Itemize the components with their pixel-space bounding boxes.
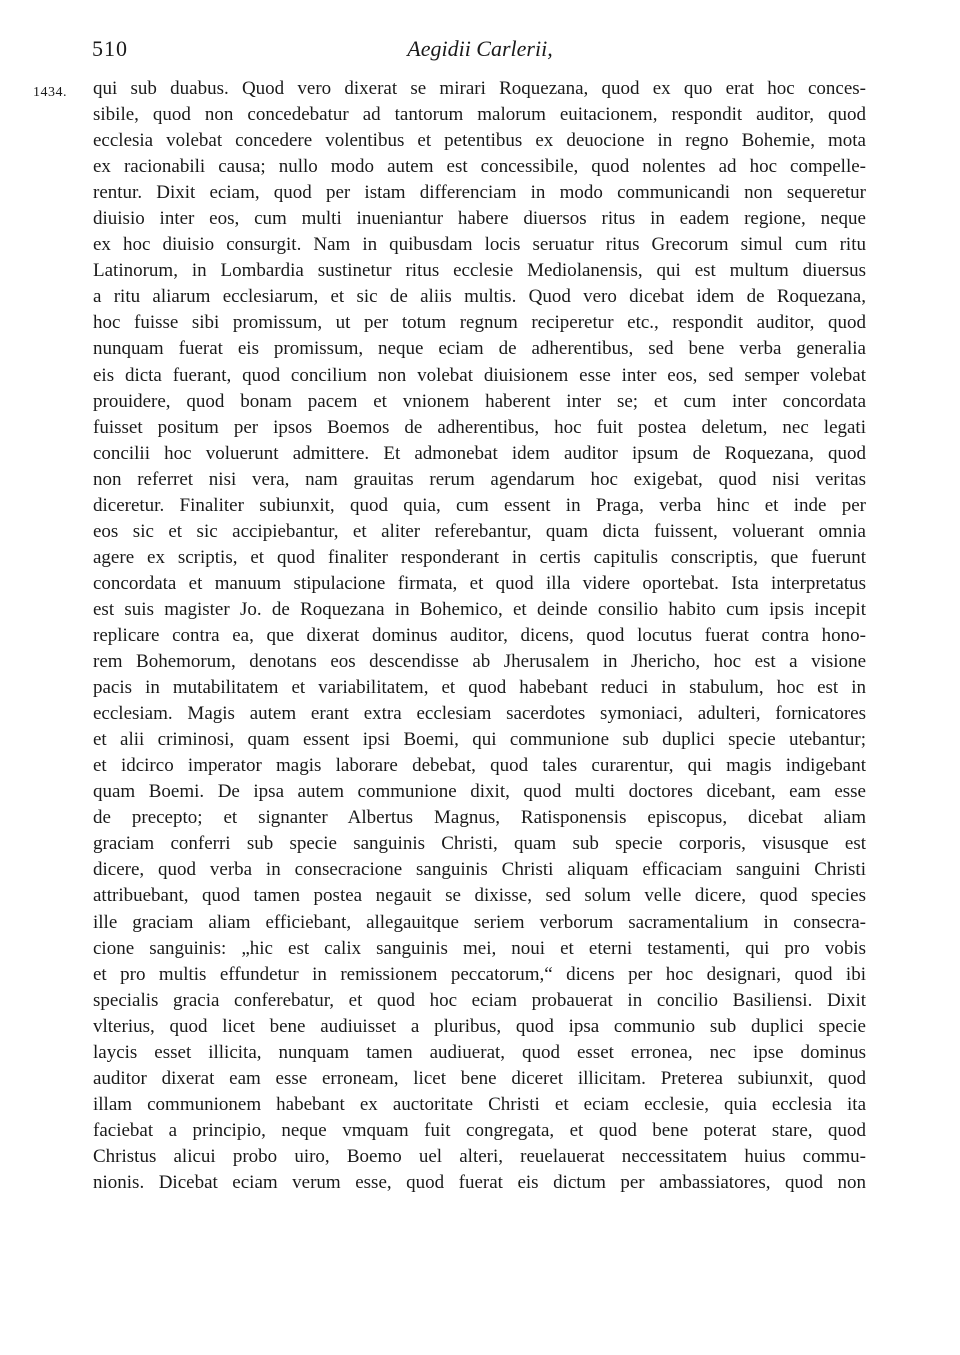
- text-line: vlterius, quod licet bene audiuisset a pluribus, quod ipsa communio sub duplici specie: [93, 1015, 866, 1037]
- text-line: concilii hoc voluerunt admittere. Et admonebat idem auditor ipsum de Roquezana, quod: [93, 442, 866, 464]
- text-line: replicare contra ea, que dixerat dominus auditor, dicens, quod locutus fuerat contra hono-: [93, 624, 866, 646]
- text-line: pacis in mutabilitatem et variabilitatem, et quod habebant reduci in stabulum, hoc est in: [93, 677, 866, 699]
- text-line: cione sanguinis: „hic est calix sanguinis mei, noui et eterni testamenti, qui pro vobis: [93, 937, 866, 959]
- text-line: auditor dixerat eam esse erroneam, licet bene diceret illicitam. Preterea subiunxit, quod: [93, 1067, 866, 1089]
- text-line: et pro multis effundetur in remissionem peccatorum,“ dicens per hoc designari, quod ibi: [93, 963, 866, 985]
- text-line: quam Boemi. De ipsa autem communione dixit, quod multi doctores dicebant, eam esse: [93, 781, 866, 803]
- text-line: concordata et manuum stipulacione firmata, et quod illa videre oportebat. Ista interpretatus: [93, 572, 866, 594]
- text-line: qui sub duabus. Quod vero dixerat se mirari Roquezana, quod ex quo erat hoc conces-: [93, 78, 866, 99]
- text-line: hoc fuisse sibi promissum, ut per totum regnum reciperetur etc., respondit auditor, quod: [93, 312, 866, 334]
- text-line: fuisset positum per ipsos Boemos de adherentibus, hoc fuit postea deletum, nec legati: [93, 416, 866, 438]
- body-text: [93, 76, 866, 1196]
- text-line: eis dicta fuerant, quod concilium non volebat diuisionem esse inter eos, sed semper volebat: [93, 364, 866, 386]
- text-line: diceretur. Finaliter subiunxit, quod quia, cum essent in Praga, verba hinc et inde per: [93, 494, 866, 516]
- text-line: rem Bohemorum, denotans eos descendisse ab Jherusalem in Jhericho, hoc est a visione: [93, 651, 866, 673]
- text-line: non referret nisi vera, nam grauitas rerum agendarum hoc exigebat, quod nisi veritas: [93, 468, 866, 490]
- text-line: nunquam fuerat eis promissum, neque eciam de adherentibus, sed bene verba generalia: [93, 338, 866, 360]
- text-line: illam communionem habebant ex auctoritate Christi et eciam ecclesie, quia ecclesia ita: [93, 1093, 866, 1115]
- text-line: ecclesia volebat concedere volentibus et petentibus ex deuocione in regno Bohemie, mota: [93, 130, 866, 152]
- text-line: eos sic et sic accipiebantur, et aliter referebantur, quam dicta fuissent, voluerant omnia: [93, 520, 866, 542]
- text-line: prouidere, quod bonam pacem et vnionem haberent inter se; et cum inter concordata: [93, 390, 866, 412]
- text-line: diuisio inter eos, cum multi inueniantur habere diuersos ritus in eadem regione, neque: [93, 208, 866, 230]
- text-line: Latinorum, in Lombardia sustinetur ritus ecclesie Mediolanensis, qui est multum diuersus: [93, 260, 866, 282]
- text-line: laycis esset illicita, nunquam tamen audiuerat, quod esset erronea, nec ipse dominus: [93, 1041, 866, 1063]
- text-line: nionis. Dicebat eciam verum esse, quod fuerat eis dictum per ambassiatores, quod non: [93, 1171, 866, 1193]
- text-line: ex hoc diuisio consurgit. Nam in quibusdam locis seruatur ritus Grecorum simul cum ritu: [93, 234, 866, 256]
- margin-year-note: 1434.: [33, 85, 67, 100]
- text-line: faciebat a principio, neque vmquam fuit congregata, et quod bene poterat stare, quod: [93, 1119, 866, 1141]
- text-line: graciam conferri sub specie sanguinis Christi, quam sub specie corporis, visusque est: [93, 833, 866, 855]
- page-number: 510: [92, 36, 128, 61]
- text-line: ex racionabili causa; nullo modo autem est concessibile, quod nolentes ad hoc compelle-: [93, 156, 866, 178]
- running-title: Aegidii Carlerii,: [407, 36, 553, 61]
- text-line: de precepto; et signanter Albertus Magnus, Ratisponensis episcopus, dicebat aliam: [93, 807, 866, 829]
- text-line: est suis magister Jo. de Roquezana in Bohemico, et deinde consilio habito cum ipsis incepit: [93, 598, 866, 620]
- text-line: attribuebant, quod tamen postea negauit se dixisse, sed solum velle dicere, quod species: [93, 885, 866, 907]
- text-line: et alii criminosi, quam essent ipsi Boemi, qui communione sub duplici specie utebantur;: [93, 729, 866, 751]
- text-line: sibile, quod non concedebatur ad tantorum malorum euitacionem, respondit auditor, quod: [93, 104, 866, 126]
- text-line: agere ex scriptis, et quod finaliter responderant in certis capitulis conscriptis, que fuerunt: [93, 546, 866, 568]
- text-line: ille graciam aliam efficiebant, allegauitque seriem verborum sacramentalium in consecra-: [93, 911, 866, 933]
- text-line: et idcirco imperator magis laborare debebat, quod tales curarentur, qui magis indigebant: [93, 755, 866, 777]
- text-line: rentur. Dixit eciam, quod per istam differenciam in modo communicandi non sequeretur: [93, 182, 866, 204]
- text-line: ecclesiam. Magis autem erant extra ecclesiam sacerdotes symoniaci, adulteri, fornicatores: [93, 703, 866, 725]
- text-line: a ritu aliarum ecclesiarum, et sic de aliis multis. Quod vero dicebat idem de Roquezana,: [93, 286, 866, 308]
- text-line: Christus alicui probo uiro, Boemo uel alteri, reuelauerat neccessitatem huius commu-: [93, 1145, 866, 1167]
- text-line: dicere, quod verba in consecracione sanguinis Christi aliquam efficaciam sanguini Christi: [93, 859, 866, 881]
- text-line: specialis gracia conferebatur, et quod hoc eciam probauerat in concilio Basiliensi. Dixit: [93, 989, 866, 1011]
